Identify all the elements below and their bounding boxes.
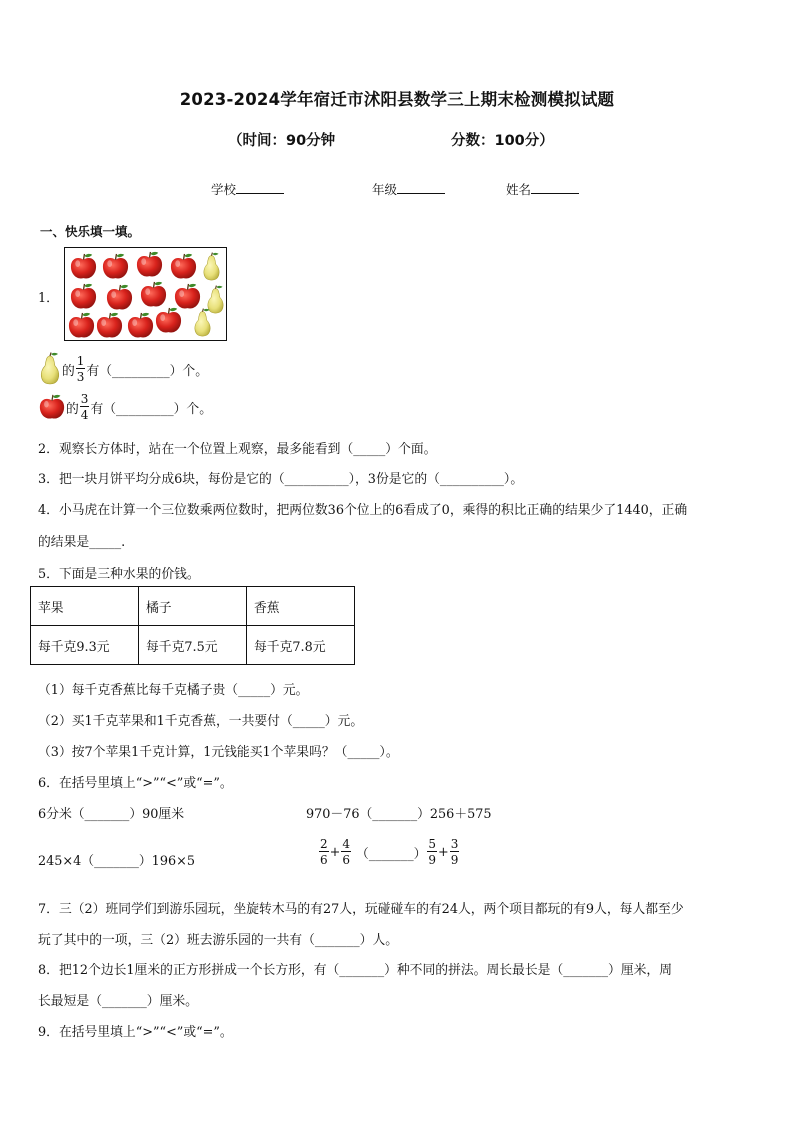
- apple-icon: [128, 313, 153, 338]
- pear-icon: [204, 253, 219, 281]
- fraction-denominator: 9: [428, 853, 437, 867]
- q3-text: 3．把一块月饼平均分成6块，每份是它的（__________），3份是它的（__________）。: [38, 472, 524, 487]
- table-cell: 橘子: [139, 587, 247, 626]
- fraction-numerator: 4: [342, 837, 351, 851]
- name-label: 姓名: [506, 182, 532, 197]
- fraction: [76, 355, 86, 383]
- table-row: [31, 626, 355, 665]
- pear-icon: [195, 309, 210, 337]
- q6-d-blank: （_______）: [356, 846, 427, 862]
- q7-line1: 7．三（2）班同学们到游乐园玩，坐旋转木马的有27人，玩碰碰车的有24人，两个项目都玩的有9人，每人都至少: [38, 902, 684, 917]
- fraction-denominator: 3: [76, 370, 85, 384]
- pear-icon: [38, 352, 62, 386]
- grade-label: 年级: [372, 182, 398, 197]
- q5-sub2: （2）买1千克苹果和1千克香蕉，一共要付（_____）元。: [38, 714, 364, 729]
- school-blank[interactable]: [236, 181, 284, 194]
- q6-stem: 6．在括号里填上“>”“<”或“=”。: [38, 776, 233, 791]
- apple-icon: [156, 308, 181, 333]
- apple-icon: [71, 254, 96, 279]
- fruit-picture: [64, 247, 227, 341]
- table-row: [31, 587, 355, 626]
- q5-stem: 5．下面是三种水果的价钱。: [38, 567, 200, 582]
- apple-icon: [71, 284, 96, 309]
- q7-line2: 玩了其中的一项，三（2）班去游乐园的一共有（_______）人。: [38, 933, 399, 948]
- fraction-numerator: 2: [320, 837, 328, 851]
- school-field[interactable]: [211, 180, 284, 198]
- fraction-denominator: 6: [320, 853, 328, 867]
- apple-icon: [141, 282, 166, 307]
- q5-sub1: （1）每千克香蕉比每千克橘子贵（_____）元。: [38, 683, 309, 698]
- q4-line1: 4．小马虎在计算一个三位数乘两位数时，把两位数36个位上的6看成了0，乘得的积比正确的结果少了1440，正确: [38, 503, 688, 518]
- apple-icon: [107, 285, 132, 310]
- fruit-illustration: [65, 248, 225, 339]
- q8-line1: 8．把12个边长1厘米的正方形拼成一个长方形，有（_______）种不同的拼法。周长最长是（_______）厘米，周: [38, 963, 673, 978]
- q6-b: 970－76（_______）256＋575: [306, 807, 492, 822]
- grade-blank[interactable]: [397, 181, 445, 194]
- apple-icon: [103, 254, 128, 279]
- fraction-numerator: 1: [76, 354, 85, 368]
- school-label: 学校: [211, 182, 237, 197]
- table-cell: 苹果: [31, 587, 139, 626]
- exam-score: 分数：100分）: [451, 133, 554, 149]
- price-table: [30, 586, 355, 665]
- fraction-denominator: 9: [450, 853, 459, 867]
- q6-c: 245×4（_______）196×5: [38, 854, 195, 869]
- section-heading: 一、快乐填一填。: [40, 224, 141, 239]
- q2-text: 2．观察长方体时，站在一个位置上观察，最多能看到（_____）个面。: [38, 442, 437, 457]
- q1-pear-pre: 的: [62, 363, 75, 379]
- q8-line2: 长最短是（_______）厘米。: [38, 994, 198, 1009]
- apple-icon: [137, 252, 162, 277]
- apple-icon: [175, 284, 200, 309]
- q9-text: 9．在括号里填上“>”“<”或“=”。: [38, 1025, 233, 1040]
- fraction-denominator: 6: [342, 853, 351, 867]
- fraction: [80, 393, 90, 421]
- fraction: [427, 838, 437, 866]
- fraction: [450, 838, 460, 866]
- fraction-denominator: 4: [80, 408, 89, 422]
- table-cell: 每千克9.3元: [31, 626, 139, 665]
- q4-line2: 的结果是_____.: [38, 535, 126, 550]
- name-blank[interactable]: [531, 181, 579, 194]
- q1-pear-post: 有（_________）个。: [86, 363, 209, 379]
- table-cell: 每千克7.8元: [247, 626, 355, 665]
- fraction-numerator: 5: [428, 837, 437, 851]
- table-cell: 每千克7.5元: [139, 626, 247, 665]
- q1-apple-post: 有（_________）个。: [90, 401, 213, 417]
- fraction: [341, 838, 351, 866]
- grade-field[interactable]: [372, 180, 445, 198]
- q6-a: 6分米（_______）90厘米: [38, 807, 184, 822]
- q1-apple-line: [38, 392, 212, 422]
- plus-sign: +: [329, 844, 341, 860]
- fraction: [319, 838, 329, 866]
- name-field[interactable]: [506, 180, 579, 198]
- fraction-numerator: 3: [80, 392, 89, 406]
- apple-icon: [69, 313, 94, 338]
- q1-apple-pre: 的: [66, 401, 79, 417]
- plus-sign: +: [438, 844, 449, 860]
- q1-number: 1．: [38, 291, 59, 306]
- q1-pear-line: [38, 352, 208, 386]
- q6-d: [318, 838, 460, 866]
- page-title: 2023-2024学年宿迁市沭阳县数学三上期末检测模拟试题: [179, 90, 615, 109]
- table-cell: 香蕉: [247, 587, 355, 626]
- apple-icon: [171, 254, 196, 279]
- exam-time: （时间：90分钟: [228, 133, 336, 149]
- q5-sub3: （3）按7个苹果1千克计算，1元钱能买1个苹果吗？（_____）。: [38, 745, 399, 760]
- apple-icon: [38, 392, 66, 422]
- fraction-numerator: 3: [450, 837, 459, 851]
- pear-icon: [208, 286, 223, 314]
- apple-icon: [97, 313, 122, 338]
